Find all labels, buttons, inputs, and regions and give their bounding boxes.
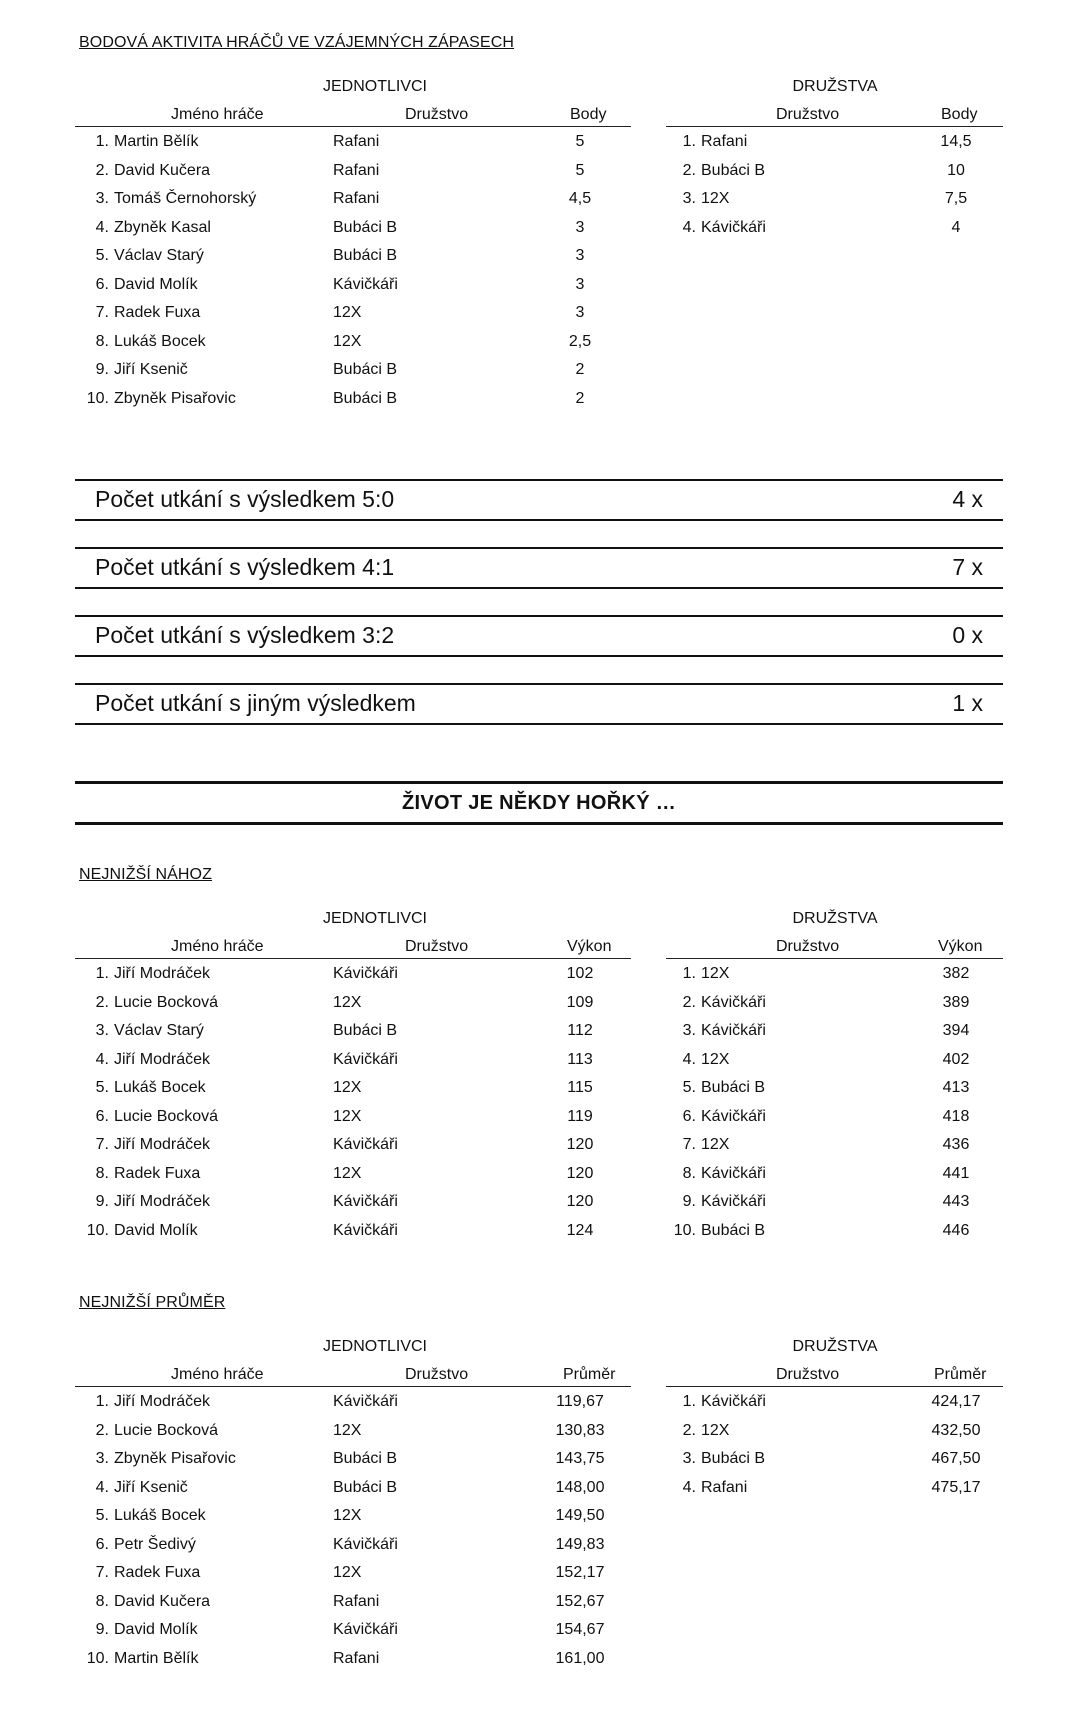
- table-row: [75, 1216, 631, 1245]
- team-cell: Bubáci B: [333, 1022, 398, 1039]
- table-row: [75, 1016, 631, 1045]
- table-row: [666, 184, 1003, 213]
- rank-cell: 9.: [95, 361, 109, 378]
- team-cell: Rafani: [701, 133, 748, 150]
- player-name-cell: Lucie Bocková: [114, 993, 219, 1011]
- value-cell: 112: [567, 1022, 593, 1039]
- header-points: Body: [570, 106, 607, 123]
- table-row: [666, 1416, 1003, 1445]
- value-cell: 130,83: [555, 1421, 605, 1439]
- table-body: [666, 127, 1003, 241]
- table-row: [75, 1644, 631, 1673]
- player-name-cell: Radek Fuxa: [114, 1564, 201, 1581]
- value-cell: 402: [942, 1050, 970, 1068]
- team-cell: Bubáci B: [333, 218, 398, 236]
- table-row: [75, 1473, 631, 1502]
- avg-teams-table: [666, 1360, 1003, 1501]
- result-box-3-2: [75, 615, 1003, 657]
- rank-cell: 1.: [682, 965, 696, 982]
- result-value: 4 x: [952, 486, 983, 512]
- value-cell: 120: [566, 1136, 594, 1153]
- rank-cell: 10.: [86, 1649, 109, 1667]
- result-label: Počet utkání s výsledkem 3:2: [95, 622, 395, 648]
- team-cell: 12X: [333, 1564, 362, 1581]
- value-cell: 389: [942, 993, 970, 1011]
- value-cell: 394: [942, 1022, 970, 1039]
- value-cell: 149,50: [555, 1507, 605, 1524]
- rank-cell: 6.: [95, 1535, 109, 1553]
- value-cell: 124: [566, 1221, 594, 1239]
- table-row: [666, 1473, 1003, 1502]
- header-performance: Výkon: [567, 938, 612, 955]
- team-cell: Bubáci B: [333, 1450, 398, 1467]
- table-body: [75, 959, 631, 1244]
- rank-cell: 3.: [95, 1022, 109, 1039]
- team-cell: 12X: [701, 1050, 730, 1068]
- player-name-cell: Jiří Modráček: [114, 965, 211, 982]
- value-cell: 5: [575, 161, 585, 179]
- team-cell: Kávičkáři: [333, 1050, 398, 1068]
- table-row: [75, 1416, 631, 1445]
- rank-cell: 7.: [682, 1136, 696, 1153]
- team-cell: 12X: [333, 1107, 362, 1125]
- team-cell: 12X: [333, 993, 362, 1011]
- table-row: [75, 184, 631, 213]
- team-cell: 12X: [333, 304, 362, 321]
- rank-cell: 7.: [95, 1564, 109, 1581]
- header-team: Družstvo: [405, 1366, 469, 1383]
- value-cell: 5: [575, 133, 585, 150]
- table-row: [75, 1558, 631, 1587]
- value-cell: 109: [566, 993, 594, 1011]
- table-header: [75, 1360, 631, 1387]
- value-cell: 102: [566, 965, 594, 982]
- team-cell: Bubáci B: [701, 161, 766, 179]
- result-label: Počet utkání s výsledkem 4:1: [95, 554, 395, 580]
- table-row: [75, 1130, 631, 1159]
- value-cell: 120: [566, 1164, 594, 1182]
- header-performance: Výkon: [938, 938, 983, 955]
- value-cell: 418: [942, 1107, 970, 1125]
- table-row: [666, 1073, 1003, 1102]
- rank-cell: 1.: [682, 1393, 696, 1410]
- table-row: [75, 1387, 631, 1416]
- player-name-cell: Jiří Ksenič: [114, 1478, 188, 1496]
- rank-cell: 4.: [95, 1050, 109, 1068]
- player-name-cell: Václav Starý: [114, 1022, 204, 1039]
- player-name-cell: Lukáš Bocek: [114, 332, 206, 350]
- table-row: [666, 1102, 1003, 1131]
- header-average: Průměr: [934, 1366, 987, 1383]
- rank-cell: 2.: [682, 1421, 696, 1439]
- value-cell: 2: [575, 389, 585, 407]
- value-cell: 10: [947, 161, 965, 179]
- rank-cell: 3.: [682, 1022, 696, 1039]
- player-name-cell: Petr Šedivý: [114, 1535, 196, 1553]
- rank-cell: 9.: [95, 1621, 109, 1638]
- team-cell: Kávičkáři: [333, 1535, 398, 1553]
- table-row: [666, 988, 1003, 1017]
- team-cell: Kávičkáři: [333, 1221, 398, 1239]
- rank-cell: 5.: [682, 1079, 696, 1096]
- team-cell: 12X: [333, 1164, 362, 1182]
- table-row: [75, 1530, 631, 1559]
- table-row: [666, 1187, 1003, 1216]
- rank-cell: 6.: [682, 1107, 696, 1125]
- team-cell: Bubáci B: [333, 1478, 398, 1496]
- player-name-cell: Václav Starý: [114, 247, 204, 264]
- rank-cell: 3.: [95, 1450, 109, 1467]
- header-team: Družstvo: [405, 938, 469, 955]
- value-cell: 149,83: [555, 1535, 605, 1553]
- team-cell: 12X: [333, 332, 362, 350]
- rank-cell: 3.: [95, 190, 109, 207]
- player-name-cell: Jiří Modráček: [114, 1050, 211, 1068]
- table-row: [666, 959, 1003, 988]
- header-player-name: Jméno hráče: [171, 1366, 264, 1383]
- rank-cell: 1.: [95, 965, 109, 982]
- value-cell: 3: [575, 275, 585, 293]
- team-cell: Rafani: [333, 1649, 380, 1667]
- table-row: [75, 213, 631, 242]
- player-name-cell: Lucie Bocková: [114, 1107, 219, 1125]
- rank-cell: 8.: [95, 1592, 109, 1610]
- rank-cell: 4.: [95, 1478, 109, 1496]
- team-cell: Bubáci B: [333, 389, 398, 407]
- table-header: [75, 932, 631, 959]
- rank-cell: 5.: [95, 1079, 109, 1096]
- table-row: [666, 127, 1003, 156]
- header-team: Družstvo: [776, 938, 840, 955]
- result-label: Počet utkání s výsledkem 5:0: [95, 486, 395, 512]
- table-row: [75, 1159, 631, 1188]
- header-team: Družstvo: [405, 106, 469, 123]
- rank-cell: 1.: [95, 1393, 109, 1410]
- result-box-5-0: [75, 479, 1003, 521]
- value-cell: 2: [575, 361, 585, 378]
- rank-cell: 2.: [682, 161, 696, 179]
- header-team: Družstvo: [776, 106, 840, 123]
- table-row: [75, 270, 631, 299]
- table-body: [666, 1387, 1003, 1501]
- value-cell: 443: [942, 1193, 970, 1210]
- rank-cell: 4.: [682, 1050, 696, 1068]
- value-cell: 148,00: [555, 1478, 605, 1496]
- subhead-individuals: JEDNOTLIVCI: [322, 78, 427, 95]
- table-row: [75, 988, 631, 1017]
- points-teams-table: [666, 100, 1003, 241]
- player-name-cell: David Kučera: [114, 1592, 211, 1610]
- value-cell: 446: [942, 1221, 970, 1239]
- value-cell: 413: [942, 1079, 970, 1096]
- player-name-cell: David Molík: [114, 275, 198, 293]
- rank-cell: 9.: [682, 1193, 696, 1210]
- table-row: [75, 1615, 631, 1644]
- table-row: [666, 1216, 1003, 1245]
- table-row: [75, 1187, 631, 1216]
- value-cell: 3: [575, 304, 585, 321]
- table-row: [75, 384, 631, 413]
- rank-cell: 2.: [95, 161, 109, 179]
- rank-cell: 8.: [95, 1164, 109, 1182]
- player-name-cell: Zbyněk Pisařovic: [114, 1450, 236, 1467]
- table-row: [75, 298, 631, 327]
- team-cell: 12X: [701, 1421, 730, 1439]
- team-cell: 12X: [333, 1421, 362, 1439]
- throw-individuals-table: [75, 932, 631, 1244]
- value-cell: 382: [942, 965, 970, 982]
- team-cell: Bubáci B: [701, 1221, 766, 1239]
- rank-cell: 10.: [86, 389, 109, 407]
- team-cell: 12X: [701, 1136, 730, 1153]
- section-title-points: BODOVÁ AKTIVITA HRÁČŮ VE VZÁJEMNÝCH ZÁPASECH: [79, 34, 515, 51]
- table-body: [75, 127, 631, 412]
- table-row: [666, 1159, 1003, 1188]
- value-cell: 152,17: [555, 1564, 605, 1581]
- team-cell: Rafani: [333, 190, 380, 207]
- player-name-cell: Martin Bělík: [114, 1649, 199, 1667]
- team-cell: Rafani: [333, 1592, 380, 1610]
- player-name-cell: Zbyněk Kasal: [114, 218, 211, 236]
- rank-cell: 6.: [95, 1107, 109, 1125]
- team-cell: Rafani: [333, 161, 380, 179]
- team-cell: Bubáci B: [701, 1450, 766, 1467]
- table-row: [75, 327, 631, 356]
- result-box-other: [75, 683, 1003, 725]
- player-name-cell: Lukáš Bocek: [114, 1507, 206, 1524]
- table-row: [666, 1045, 1003, 1074]
- value-cell: 432,50: [931, 1421, 981, 1439]
- team-cell: 12X: [701, 965, 730, 982]
- table-row: [75, 959, 631, 988]
- avg-individuals-table: [75, 1360, 631, 1672]
- player-name-cell: Jiří Modráček: [114, 1393, 211, 1410]
- value-cell: 7,5: [944, 190, 968, 207]
- section-title-lowest-throw: NEJNIŽŠÍ NÁHOZ: [79, 866, 212, 883]
- team-cell: 12X: [333, 1079, 362, 1096]
- table-row: [666, 156, 1003, 185]
- team-cell: Kávičkáři: [333, 275, 398, 293]
- value-cell: 119,67: [556, 1393, 604, 1410]
- table-row: [666, 1444, 1003, 1473]
- value-cell: 424,17: [931, 1393, 981, 1410]
- team-cell: Kávičkáři: [333, 965, 398, 982]
- team-cell: Rafani: [333, 133, 380, 150]
- table-header: [666, 100, 1003, 127]
- team-cell: 12X: [701, 190, 730, 207]
- section-title-lowest-average: NEJNIŽŠÍ PRŮMĚR: [79, 1294, 226, 1311]
- rank-cell: 1.: [95, 133, 109, 150]
- table-body: [75, 1387, 631, 1672]
- header-team: Družstvo: [776, 1366, 840, 1383]
- rank-cell: 7.: [95, 304, 109, 321]
- team-cell: Kávičkáři: [701, 1193, 766, 1210]
- team-cell: Bubáci B: [333, 247, 398, 264]
- rank-cell: 3.: [682, 190, 696, 207]
- subhead-teams: DRUŽSTVA: [792, 78, 878, 95]
- value-cell: 2,5: [568, 332, 592, 350]
- rank-cell: 4.: [682, 218, 696, 236]
- table-body: [666, 959, 1003, 1244]
- player-name-cell: Jiří Modráček: [114, 1193, 211, 1210]
- value-cell: 4,5: [568, 190, 592, 207]
- throw-teams-table: [666, 932, 1003, 1244]
- table-row: [75, 1102, 631, 1131]
- value-cell: 14,5: [940, 133, 972, 150]
- value-cell: 4: [951, 218, 961, 236]
- team-cell: Kávičkáři: [701, 1022, 766, 1039]
- value-cell: 154,67: [555, 1621, 605, 1638]
- table-row: [75, 156, 631, 185]
- rank-cell: 2.: [682, 993, 696, 1011]
- rank-cell: 4.: [682, 1478, 696, 1496]
- result-value: 1 x: [952, 690, 983, 716]
- rank-cell: 3.: [682, 1450, 696, 1467]
- team-cell: Kávičkáři: [701, 1107, 766, 1125]
- header-player-name: Jméno hráče: [171, 938, 264, 955]
- rank-cell: 9.: [95, 1193, 109, 1210]
- value-cell: 119: [567, 1107, 593, 1125]
- value-cell: 475,17: [931, 1478, 981, 1496]
- value-cell: 152,67: [555, 1592, 605, 1610]
- value-cell: 436: [942, 1136, 970, 1153]
- team-cell: Kávičkáři: [701, 1164, 766, 1182]
- rank-cell: 2.: [95, 1421, 109, 1439]
- player-name-cell: Lucie Bocková: [114, 1421, 219, 1439]
- subhead-teams: DRUŽSTVA: [792, 1338, 878, 1355]
- rank-cell: 1.: [682, 133, 696, 150]
- result-label: Počet utkání s jiným výsledkem: [95, 690, 416, 716]
- player-name-cell: Zbyněk Pisařovic: [114, 389, 236, 407]
- player-name-cell: Jiří Modráček: [114, 1136, 211, 1153]
- rank-cell: 10.: [673, 1221, 696, 1239]
- table-row: [75, 355, 631, 384]
- value-cell: 467,50: [931, 1450, 981, 1467]
- team-cell: Kávičkáři: [701, 1393, 766, 1410]
- subhead-individuals: JEDNOTLIVCI: [322, 1338, 427, 1355]
- rank-cell: 10.: [86, 1221, 109, 1239]
- rank-cell: 8.: [682, 1164, 696, 1182]
- rank-cell: 2.: [95, 993, 109, 1011]
- banner-text: ŽIVOT JE NĚKDY HOŘKÝ …: [401, 792, 677, 814]
- rank-cell: 7.: [95, 1136, 109, 1153]
- header-points: Body: [941, 106, 978, 123]
- result-value: 0 x: [952, 622, 983, 648]
- table-row: [75, 241, 631, 270]
- value-cell: 3: [575, 218, 585, 236]
- table-row: [75, 1587, 631, 1616]
- table-row: [75, 1444, 631, 1473]
- team-cell: Kávičkáři: [333, 1393, 398, 1410]
- team-cell: Kávičkáři: [333, 1136, 398, 1153]
- player-name-cell: Radek Fuxa: [114, 304, 201, 321]
- table-header: [666, 932, 1003, 959]
- team-cell: Kávičkáři: [701, 993, 766, 1011]
- table-header: [75, 100, 631, 127]
- table-row: [666, 1387, 1003, 1416]
- team-cell: Bubáci B: [701, 1079, 766, 1096]
- subhead-teams: DRUŽSTVA: [792, 910, 878, 927]
- points-individuals-table: [75, 100, 631, 412]
- value-cell: 120: [566, 1193, 594, 1210]
- table-row: [666, 1130, 1003, 1159]
- team-cell: Kávičkáři: [333, 1193, 398, 1210]
- team-cell: Rafani: [701, 1478, 748, 1496]
- value-cell: 3: [575, 247, 585, 264]
- table-header: [666, 1360, 1003, 1387]
- player-name-cell: Radek Fuxa: [114, 1164, 201, 1182]
- rank-cell: 6.: [95, 275, 109, 293]
- result-box-4-1: [75, 547, 1003, 589]
- rank-cell: 5.: [95, 1507, 109, 1524]
- banner: [75, 781, 1003, 825]
- header-average: Průměr: [563, 1366, 616, 1383]
- rank-cell: 5.: [95, 247, 109, 264]
- table-row: [75, 127, 631, 156]
- header-player-name: Jméno hráče: [171, 106, 264, 123]
- value-cell: 441: [942, 1164, 970, 1182]
- result-value: 7 x: [952, 554, 983, 580]
- value-cell: 113: [567, 1050, 593, 1068]
- team-cell: Kávičkáři: [333, 1621, 398, 1638]
- player-name-cell: David Kučera: [114, 161, 211, 179]
- player-name-cell: Martin Bělík: [114, 133, 199, 150]
- value-cell: 115: [567, 1079, 593, 1096]
- rank-cell: 4.: [95, 218, 109, 236]
- table-row: [75, 1501, 631, 1530]
- table-row: [75, 1045, 631, 1074]
- player-name-cell: Tomáš Černohorský: [114, 190, 257, 207]
- table-row: [75, 1073, 631, 1102]
- table-row: [666, 1016, 1003, 1045]
- player-name-cell: Jiří Ksenič: [114, 361, 188, 378]
- player-name-cell: Lukáš Bocek: [114, 1079, 206, 1096]
- team-cell: 12X: [333, 1507, 362, 1524]
- value-cell: 161,00: [555, 1649, 605, 1667]
- table-row: [666, 213, 1003, 242]
- value-cell: 143,75: [555, 1450, 605, 1467]
- rank-cell: 8.: [95, 332, 109, 350]
- player-name-cell: David Molík: [114, 1221, 198, 1239]
- team-cell: Bubáci B: [333, 361, 398, 378]
- subhead-individuals: JEDNOTLIVCI: [322, 910, 427, 927]
- player-name-cell: David Molík: [114, 1621, 198, 1638]
- team-cell: Kávičkáři: [701, 218, 766, 236]
